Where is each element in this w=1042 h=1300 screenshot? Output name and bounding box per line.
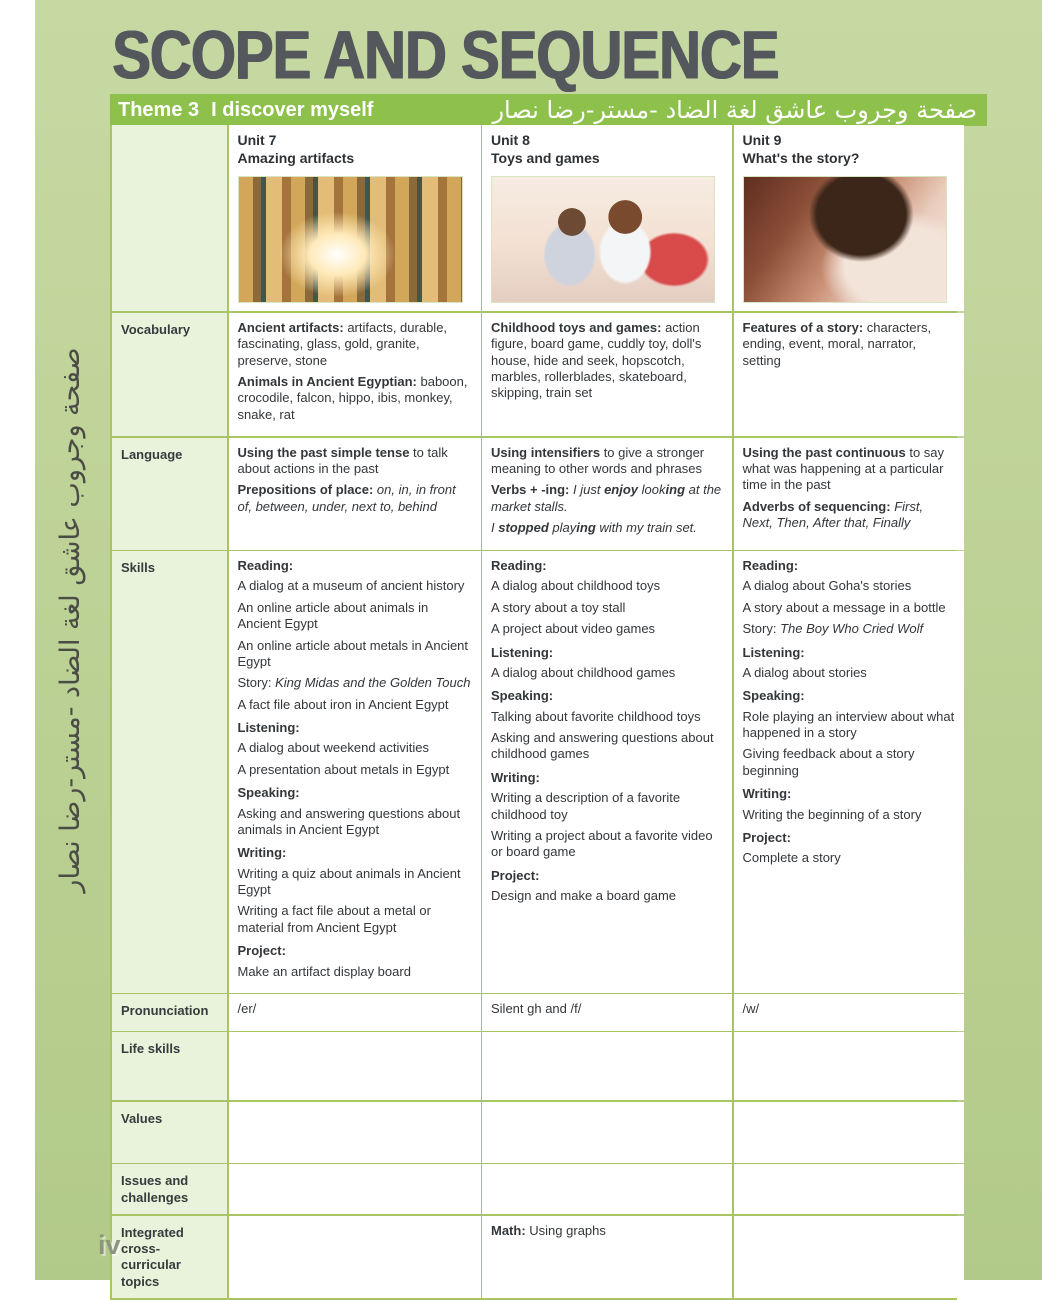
life-skills-unit8-cell [482, 1032, 732, 1100]
pronunciation-unit8-text: Silent gh and /f/ [491, 1001, 582, 1017]
language-unit8-cell [482, 438, 732, 550]
unit-7-number: Unit 7 [237, 132, 277, 148]
skills-unit7-text: An online article about animals in Ancient Egypt [237, 599, 429, 632]
skills-unit8-text: A story about a toy stall [491, 599, 626, 615]
skills-unit8-text: Writing: [491, 769, 540, 785]
scope-sequence-table [110, 125, 957, 1300]
row-label-life-skills: Life skills [112, 1032, 227, 1100]
skills-unit8-text: A project about video games [491, 621, 656, 637]
skills-unit7-text: Project: [237, 943, 286, 959]
row-label-integrated-cross-curricular-topics: Integrated cross-curricular topics [112, 1216, 227, 1299]
issues-and-challenges-unit7-cell [229, 1164, 481, 1214]
unit-8-title: Toys and games [491, 150, 600, 167]
skills-unit7-text: Story: King Midas and the Golden Touch [237, 675, 471, 691]
skills-unit9-text: Listening: [742, 644, 805, 660]
language-unit7-cell [229, 438, 481, 550]
sidebar-arabic-watermark: صفحة وجروب عاشق لغة الضاد -مستر-رضا نصار [55, 347, 86, 893]
skills-unit9-cell [734, 551, 964, 993]
skills-unit9-text: Story: The Boy Who Cried Wolf [742, 621, 924, 637]
pronunciation-unit9-cell [734, 994, 964, 1030]
skills-unit9-text: Speaking: [742, 688, 805, 704]
language-unit7-text: Using the past simple tense to talk about actions in the past [237, 444, 448, 476]
integrated-cross-curricular-topics-unit7-cell [229, 1216, 481, 1299]
skills-unit8-text: Writing a description of a favorite childhood toy [491, 790, 681, 822]
pronunciation-unit7-text: /er/ [237, 1001, 257, 1017]
skills-unit8-text: A dialog about childhood toys [491, 578, 661, 594]
skills-unit7-text: Writing a quiz about animals in Ancient Egypt [237, 865, 461, 897]
unit-7-header-cell [229, 125, 481, 311]
skills-unit8-text: Talking about favorite childhood toys [491, 708, 701, 724]
skills-unit7-cell [229, 551, 481, 993]
values-unit9-cell [734, 1102, 964, 1163]
skills-unit7-text: Make an artifact display board [237, 963, 411, 979]
skills-unit7-text: Writing a fact file about a metal or material from Ancient Egypt [237, 903, 431, 935]
issues-and-challenges-unit8-cell [482, 1164, 732, 1214]
issues-and-challenges-unit9-cell [734, 1164, 964, 1214]
page-title: SCOPE AND SEQUENCE [112, 17, 779, 94]
unit-9-number: Unit 9 [742, 132, 782, 148]
theme-bar [110, 94, 987, 126]
integrated-cross-curricular-topics-unit8-text: Math: Using graphs [491, 1222, 606, 1238]
life-skills-unit7-cell [229, 1032, 481, 1100]
skills-unit8-text: Design and make a board game [491, 888, 677, 903]
life-skills-unit9-cell [734, 1032, 964, 1100]
integrated-cross-curricular-topics-unit9-cell [734, 1216, 964, 1299]
skills-unit7-text: A dialog at a museum of ancient history [237, 578, 465, 594]
skills-unit7-text: Writing: [237, 845, 287, 861]
vocabulary-unit9-cell [734, 313, 964, 436]
skills-unit9-text: Project: [742, 829, 791, 845]
values-unit7-cell [229, 1102, 481, 1163]
skills-unit7-text: A dialog about weekend activities [237, 740, 430, 756]
girl-reading-book-photo [743, 176, 947, 303]
pronunciation-unit7-cell [229, 994, 481, 1030]
unit-8-header-cell [482, 125, 732, 311]
row-label-vocabulary: Vocabulary [112, 313, 227, 436]
row-label-issues-and-challenges: Issues and challenges [112, 1164, 227, 1214]
skills-unit8-text: Speaking: [491, 688, 554, 704]
theme-title: I discover myself [211, 98, 374, 121]
page-number: iv [98, 1230, 121, 1260]
vocabulary-unit8-text: Childhood toys and games: action figure, board game, cuddly toy, doll's house, hide and seek, hopscotch, marbles, rollerblades, skateboard, skipping, train set [491, 319, 702, 401]
skills-unit9-text: A dialog about stories [742, 664, 867, 680]
language-unit9-text: Adverbs of sequencing: First, Next, Then, After that, Finally [742, 498, 924, 531]
vocabulary-unit7-text: Animals in Ancient Egyptian: baboon, crocodile, falcon, hippo, ibis, monkey, snake, rat [237, 374, 468, 422]
language-unit9-cell [734, 438, 964, 550]
skills-unit9-text: Reading: [742, 558, 799, 573]
row-label-values: Values [112, 1102, 227, 1163]
vocabulary-unit7-cell [229, 313, 481, 436]
skills-unit7-text: Speaking: [237, 785, 300, 801]
skills-unit8-cell [482, 551, 732, 993]
skills-unit8-text: Project: [491, 867, 540, 883]
row-label-language: Language [112, 438, 227, 550]
skills-unit9-text: Writing: [742, 786, 792, 802]
unit-9-header-cell [734, 125, 964, 311]
language-unit8-text: Verbs + -ing: I just enjoy looking at the market stalls. [491, 482, 722, 514]
skills-unit9-text: Role playing an interview about what happened in a story [742, 708, 955, 740]
vocabulary-unit7-text: Ancient artifacts: artifacts, durable, fascinating, glass, gold, granite, preserve, stone [237, 319, 448, 368]
language-unit9-text: Using the past continuous to say what was happening at a particular time in the past [742, 444, 945, 493]
vocabulary-unit9-text: Features of a story: characters, ending, event, moral, narrator, setting [742, 319, 932, 368]
skills-unit9-text: Writing the beginning of a story [742, 806, 922, 822]
egyptian-temple-corridor-photo [238, 176, 464, 303]
skills-unit8-text: A dialog about childhood games [491, 664, 676, 680]
row-label-pronunciation: Pronunciation [112, 994, 227, 1030]
skills-unit7-text: Reading: [237, 558, 294, 573]
skills-unit8-text: Listening: [491, 644, 554, 660]
values-unit8-cell [482, 1102, 732, 1163]
skills-unit9-text: Complete a story [742, 850, 841, 866]
skills-unit7-text: An online article about metals in Ancient Egypt [237, 637, 469, 669]
unit-7-title: Amazing artifacts [237, 150, 355, 167]
skills-unit9-text: A dialog about Goha's stories [742, 578, 912, 594]
theme-number: Theme 3 [118, 98, 200, 121]
pronunciation-unit8-cell [482, 994, 732, 1030]
skills-unit7-text: A presentation about metals in Egypt [237, 761, 450, 777]
unit-8-number: Unit 8 [491, 132, 530, 148]
skills-unit8-text: Reading: [491, 558, 547, 573]
skills-unit7-text: Listening: [237, 720, 300, 735]
integrated-cross-curricular-topics-unit8-cell [482, 1216, 732, 1299]
theme-heading [118, 99, 373, 122]
language-unit7-text: Prepositions of place: on, in, in front of, between, under, next to, behind [237, 482, 456, 514]
skills-unit9-text: A story about a message in a bottle [742, 599, 946, 615]
skills-unit8-text: Writing a project about a favorite video or board game [491, 827, 713, 860]
skills-unit7-text: A fact file about iron in Ancient Egypt [237, 696, 449, 712]
vocabulary-unit8-cell [482, 313, 732, 436]
row-label-skills: Skills [112, 551, 227, 993]
skills-unit8-text: Asking and answering questions about childhood games [491, 730, 714, 762]
language-unit8-text: Using intensifiers to give a stronger meaning to other words and phrases [491, 444, 705, 476]
skills-unit9-text: Giving feedback about a story beginning [742, 746, 915, 778]
language-unit8-text: I stopped playing with my train set. [491, 520, 697, 536]
theme-bar-arabic-text: صفحة وجروب عاشق لغة الضاد -مستر-رضا نصار [492, 96, 977, 124]
unit-header-spacer-cell [112, 125, 227, 311]
children-playing-board-games-photo [491, 176, 715, 303]
skills-unit7-text: Asking and answering questions about animals in Ancient Egypt [237, 805, 461, 837]
pronunciation-unit9-text: /w/ [742, 1001, 760, 1017]
unit-9-title: What's the story? [742, 150, 860, 167]
